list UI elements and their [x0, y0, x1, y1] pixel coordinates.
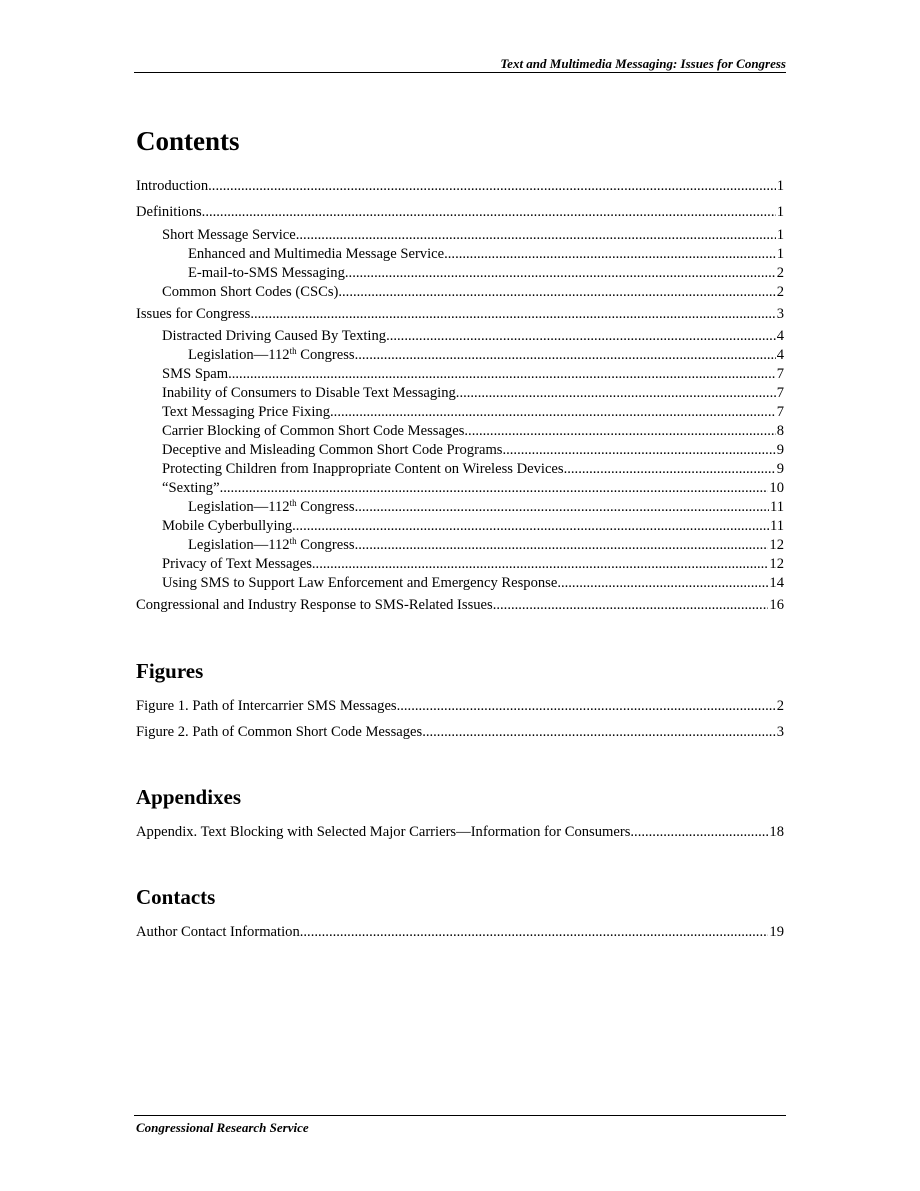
toc-entry-title: Mobile Cyberbullying [162, 518, 293, 534]
toc-entry-figure-2[interactable] [136, 723, 784, 741]
dot-leader [345, 264, 776, 282]
toc-entry-page: 7 [776, 366, 784, 382]
toc-entry-page: 7 [776, 404, 784, 420]
toc-entry-page: 14 [769, 575, 784, 591]
toc-entry-page: 2 [776, 698, 784, 714]
toc-entry-page: 9 [776, 461, 784, 477]
toc-entry-page: 4 [776, 328, 784, 344]
toc-entry-title: Deceptive and Misleading Common Short Code Programs [162, 442, 503, 458]
toc-entry-title: Enhanced and Multimedia Message Service [188, 246, 445, 262]
dot-leader [220, 479, 769, 497]
toc-entry-title: Carrier Blocking of Common Short Code Messages [162, 423, 465, 439]
toc-entry-title: Common Short Codes (CSCs) [162, 284, 339, 300]
dot-leader [502, 441, 775, 459]
toc-entry-author-contact[interactable] [136, 923, 784, 941]
toc-entry-privacy[interactable] [162, 555, 784, 573]
toc-entry-page: 1 [776, 204, 784, 220]
toc-entry-title: Privacy of Text Messages [162, 556, 312, 572]
dot-leader [338, 283, 775, 301]
contacts-heading: Contacts [136, 885, 216, 909]
toc-entry-page: 3 [776, 306, 784, 322]
toc-entry-page: 10 [769, 480, 784, 496]
toc-entry-title: Inability of Consumers to Disable Text Messaging [162, 385, 456, 401]
toc-entry-page: 12 [769, 537, 784, 553]
dot-leader [202, 203, 776, 221]
running-header: Text and Multimedia Messaging: Issues for Congress [500, 56, 786, 71]
toc-entry-price-fixing[interactable] [162, 403, 784, 421]
toc-entry-sexting[interactable] [162, 479, 784, 497]
toc-entry-title: Distracted Driving Caused By Texting [162, 328, 387, 344]
toc-entry-law-enforcement[interactable] [162, 574, 784, 592]
toc-entry-title: Author Contact Information [136, 924, 300, 940]
toc-entry-title: Figure 2. Path of Common Short Code Messages [136, 724, 423, 740]
toc-entry-page: 19 [769, 924, 784, 940]
toc-entry-page: 1 [776, 246, 784, 262]
figures-heading: Figures [136, 659, 204, 683]
dot-leader [292, 517, 769, 535]
dot-leader [355, 498, 769, 516]
dot-leader [355, 346, 776, 364]
dot-leader [355, 536, 769, 554]
dot-leader [330, 403, 776, 421]
dot-leader [630, 823, 768, 841]
dot-leader [312, 555, 769, 573]
toc-entry-page: 1 [776, 178, 784, 194]
toc-entry-page: 18 [769, 824, 784, 840]
toc-entry-title: Using SMS to Support Law Enforcement and Emergency Response [162, 575, 558, 591]
toc-entry-legislation-112-c[interactable] [188, 536, 784, 554]
toc-entry-mobile-cyberbullying[interactable] [162, 517, 784, 535]
toc-entry-page: 12 [769, 556, 784, 572]
toc-entry-common-short-codes[interactable] [162, 283, 784, 301]
toc-entry-inability-disable[interactable] [162, 384, 784, 402]
dot-leader [557, 574, 768, 592]
toc-entry-title: “Sexting” [162, 480, 220, 496]
toc-entry-appendix[interactable] [136, 823, 784, 841]
toc-entry-page: 2 [776, 265, 784, 281]
toc-entry-title: Introduction [136, 178, 209, 194]
toc-entry-introduction[interactable] [136, 177, 784, 195]
running-footer: Congressional Research Service [136, 1120, 309, 1135]
dot-leader [386, 327, 776, 345]
header-rule [134, 72, 786, 73]
dot-leader [300, 923, 769, 941]
toc-entry-distracted-driving[interactable] [162, 327, 784, 345]
toc-entry-title: SMS Spam [162, 366, 229, 382]
toc-entry-figure-1[interactable] [136, 697, 784, 715]
toc-entry-protecting-children[interactable] [162, 460, 784, 478]
toc-entry-page: 9 [776, 442, 784, 458]
toc-entry-page: 3 [776, 724, 784, 740]
toc-entry-page: 2 [776, 284, 784, 300]
toc-entry-title: Legislation—112th Congress [188, 346, 355, 363]
toc-entry-title: Legislation—112th Congress [188, 536, 355, 553]
dot-leader [444, 245, 776, 263]
toc-entry-enhanced-multimedia[interactable] [188, 245, 784, 263]
toc-entry-page: 8 [776, 423, 784, 439]
toc-entry-title: E-mail-to-SMS Messaging [188, 265, 345, 281]
dot-leader [564, 460, 776, 478]
dot-leader [208, 177, 776, 195]
dot-leader [296, 226, 776, 244]
toc-entry-title: Legislation—112th Congress [188, 498, 355, 515]
toc-entry-page: 4 [776, 347, 784, 363]
appendixes-heading: Appendixes [136, 785, 242, 809]
toc-entry-title: Issues for Congress [136, 306, 251, 322]
footer-rule [134, 1115, 786, 1116]
toc-entry-page: 11 [769, 518, 784, 534]
toc-entry-deceptive-csc[interactable] [162, 441, 784, 459]
dot-leader [250, 305, 775, 323]
toc-entry-title: Figure 1. Path of Intercarrier SMS Messages [136, 698, 397, 714]
dot-leader [422, 723, 776, 741]
toc-entry-issues-for-congress[interactable] [136, 305, 784, 323]
toc-entry-carrier-blocking[interactable] [162, 422, 784, 440]
toc-entry-title: Definitions [136, 204, 202, 220]
toc-entry-sms-spam[interactable] [162, 365, 784, 383]
dot-leader [397, 697, 776, 715]
toc-entry-email-to-sms[interactable] [188, 264, 784, 282]
dot-leader [228, 365, 776, 383]
toc-entry-page: 1 [776, 227, 784, 243]
dot-leader [464, 422, 775, 440]
toc-entry-congressional-response[interactable] [136, 596, 784, 614]
dot-leader [456, 384, 776, 402]
toc-entry-page: 11 [769, 499, 784, 515]
toc-entry-short-message-service[interactable] [162, 226, 784, 244]
toc-entry-title: Congressional and Industry Response to SMS-Related Issues [136, 597, 493, 613]
toc-entry-legislation-112-a[interactable] [188, 346, 784, 364]
toc-entry-page: 16 [769, 597, 784, 613]
contents-heading: Contents [136, 126, 240, 156]
toc-entry-definitions[interactable] [136, 203, 784, 221]
toc-entry-legislation-112-b[interactable] [188, 498, 784, 516]
dot-leader [493, 596, 769, 614]
toc-entry-title: Protecting Children from Inappropriate Content on Wireless Devices [162, 461, 564, 477]
toc-entry-title: Text Messaging Price Fixing [162, 404, 331, 420]
toc-entry-title: Short Message Service [162, 227, 296, 243]
toc-entry-title: Appendix. Text Blocking with Selected Major Carriers—Information for Consumers [136, 824, 631, 840]
toc-entry-page: 7 [776, 385, 784, 401]
